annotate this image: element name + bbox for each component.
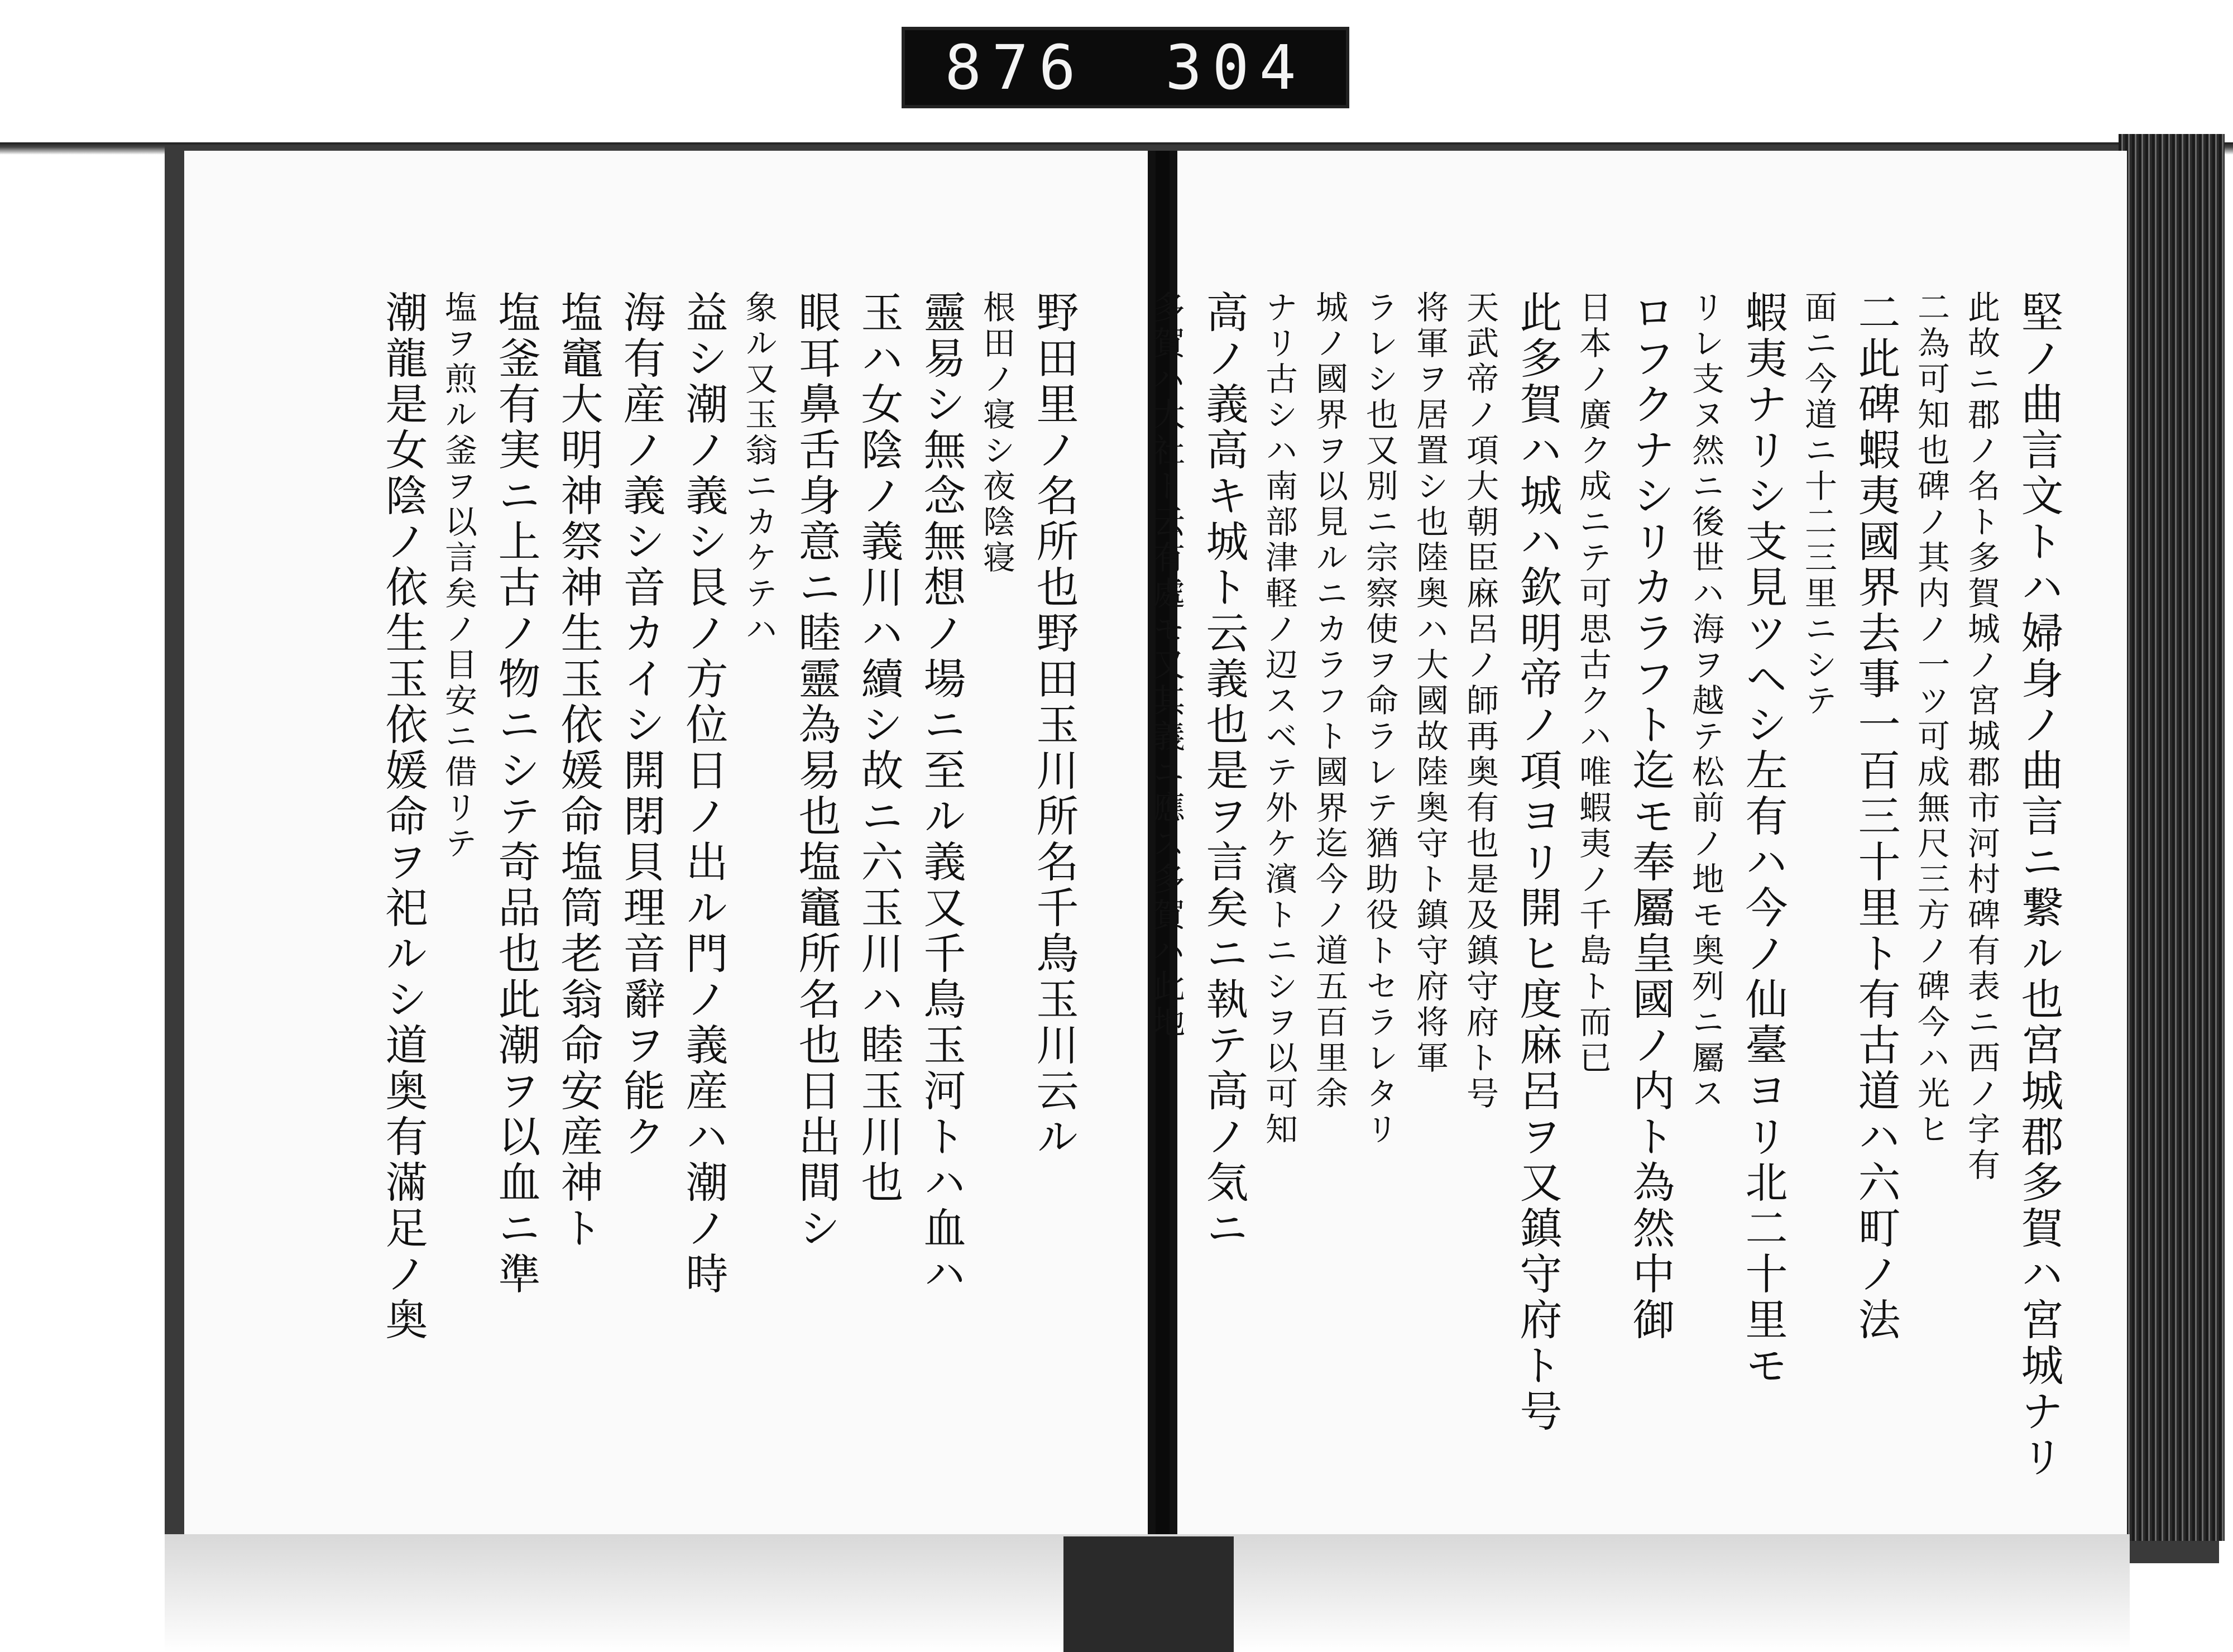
- text-column: 野田里ノ名所也野田玉川所名千鳥玉川云ル: [1029, 290, 1079, 1160]
- text-column: 二此碑蝦夷國界去事一百三十里ト有古道ハ六町ノ法: [1851, 290, 1901, 1343]
- text-column: ナリ古シハ南部津軽ノ辺スベテ外ケ濱トニシヲ以可知: [1260, 290, 1298, 1148]
- text-column: 高ノ義高キ城ト云義也是ヲ言矣ニ執テ高ノ気ニ: [1199, 290, 1249, 1252]
- text-column: 天武帝ノ項大朝臣麻呂ノ師再奥有也是及鎮守府ト号: [1461, 290, 1499, 1112]
- text-column: 塩釜有実ニ上古ノ物ニシテ奇品也此潮ヲ以血ニ準: [491, 290, 541, 1297]
- text-column: 将軍ヲ居置シ也陸奥ハ大國故陸奥守ト鎮守府将軍: [1411, 290, 1449, 1076]
- left-page-text: [234, 290, 1079, 1468]
- text-column: リレ支ヌ然ニ後世ハ海ヲ越テ松前ノ地モ奥列ニ屬ス: [1686, 290, 1724, 1112]
- text-column: 眼耳鼻舌身意ニ睦靈為易也塩竈所名也日出間シ: [792, 290, 841, 1252]
- text-column: ロフクナシリカラフト迄モ奉屬皇國ノ内ト為然中御: [1626, 290, 1675, 1343]
- text-column: 日本ノ廣ク成ニテ可思古クハ唯蝦夷ノ千島ト而已: [1574, 290, 1612, 1076]
- book-fore-edge: [2119, 134, 2225, 1541]
- left-page: [184, 151, 1156, 1535]
- text-column: 根田ノ寝シ夜陰寝: [977, 290, 1015, 576]
- text-column: 城ノ國界ヲ以見ルニカラフト國界迄今ノ道五百里余: [1310, 290, 1348, 1112]
- archive-number-right: 304: [1165, 32, 1306, 103]
- text-column: 堅ノ曲言文トハ婦身ノ曲言ニ繋ル也宮城郡多賀ハ宮城ナリ: [2014, 290, 2064, 1481]
- right-page-text: [1147, 290, 2064, 1481]
- text-column: 玉ハ女陰ノ義川ハ續シ故ニ六玉川ハ睦玉川也: [854, 290, 904, 1206]
- text-column: 海有産ノ義シ音カイシ開閉貝理音辭ヲ能ク: [616, 290, 666, 1160]
- text-column: 此故ニ郡ノ名ト多賀城ノ宮城郡市河村碑有表ニ西ノ字有: [1962, 290, 2000, 1184]
- text-column: 潮龍是女陰ノ依生玉依媛命ヲ祀ルシ道奥有滿足ノ奥: [378, 290, 428, 1343]
- archive-number-left: 876: [945, 32, 1086, 103]
- text-column: 多賀ハ大社ト云有處モ又其義ニ應ス多賀ハ此地: [1147, 290, 1185, 1041]
- text-column: 塩ヲ煎ル釜ヲ以言矣ノ目安ニ借リテ: [439, 290, 477, 862]
- text-column: 面ニ今道ニ十二三里ニシテ: [1799, 290, 1837, 719]
- text-column: 象ル又玉翁ニカケテハ: [740, 290, 778, 648]
- text-column: 靈易シ無念無想ノ場ニ至ル義又千鳥玉河トハ血ハ: [917, 290, 966, 1297]
- spine-bottom-block: [1063, 1536, 1234, 1652]
- text-column: 塩竈大明神祭神生玉依媛命塩筒老翁命安産神ト: [554, 290, 603, 1252]
- text-column: ラレシ也又別ニ宗察使ヲ命ラレテ猶助役トセラレタリ: [1360, 290, 1398, 1148]
- text-column: 此多賀ハ城ハ欽明帝ノ項ヨリ開ヒ度麻呂ヲ又鎮守府ト号: [1513, 290, 1563, 1435]
- text-column: 蝦夷ナリシ支見ツヘシ左有ハ今ノ仙臺ヨリ北二十里モ: [1738, 290, 1788, 1389]
- right-page: [1147, 151, 2127, 1535]
- text-column: 益シ潮ノ義シ艮ノ方位日ノ出ル門ノ義産ハ潮ノ時: [679, 290, 729, 1297]
- text-column: 二為可知也碑ノ其内ノ一ツ可成無尺三方ノ碑今ハ光ヒ: [1912, 290, 1950, 1148]
- archive-label: [902, 27, 1349, 108]
